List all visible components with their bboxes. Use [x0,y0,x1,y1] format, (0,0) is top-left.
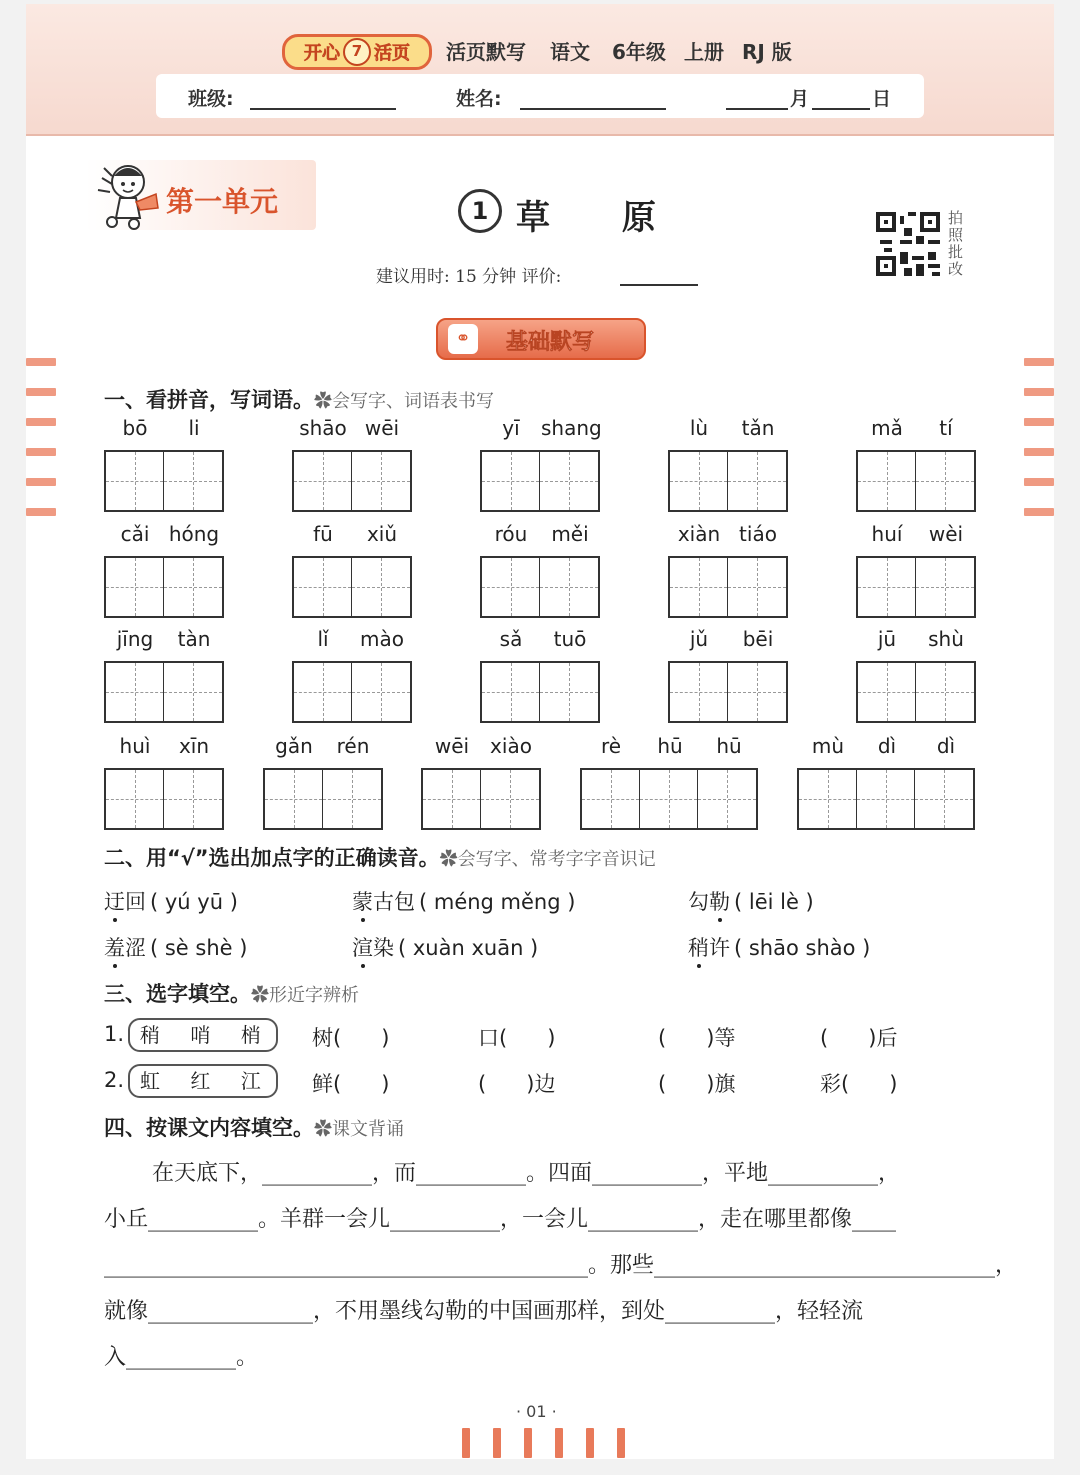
q4-tip: 课文背诵 [332,1119,404,1140]
grid-cell[interactable] [916,452,974,510]
name-field[interactable] [520,108,666,110]
pinyin-syllable: rén [336,734,370,758]
bottom-edge-bar [524,1428,532,1458]
reading-item [352,886,575,916]
word-suffix: 涩 [125,936,146,960]
suggested-time: 建议用时: 15 分钟 评价: [376,267,562,287]
writing-grid[interactable] [480,450,600,512]
magnifier-icon: ⚭ [448,324,478,354]
q1-tip: 会写字、词语表书写 [332,391,494,412]
pinyin-syllable: lǐ [317,627,329,651]
passage-line-4[interactable]: 就像_______________，不用墨线勾勒的中国画那样，到处__________，轻轻流 [104,1299,864,1324]
pinyin-syllable: xiào [490,734,532,758]
char-options-box: 稍 哨 梢 [128,1018,278,1052]
fill-blank[interactable]: ( )后 [820,1026,898,1050]
page-number: · 01 · [516,1402,557,1421]
grid-cell[interactable] [540,663,598,721]
pinyin-syllable: sǎ [499,627,523,651]
bottom-edge-bar [617,1428,625,1458]
name-label: 姓名: [456,88,502,110]
brand-text-b: 活页 [374,43,410,64]
subject-label: 语文 [550,40,590,64]
grid-cell[interactable] [728,558,786,616]
q2-tip: 会写字、常考字字音识记 [457,849,656,870]
writing-grid[interactable] [856,450,976,512]
reading-options[interactable]: ( shāo shào ) [734,936,871,960]
lesson-title: 草 原 [516,198,686,238]
pinyin-syllable: tǎn [741,416,775,440]
writing-grid[interactable] [104,450,224,512]
pinyin-syllable: hū [716,734,742,758]
grid-cell[interactable] [482,558,540,616]
pinyin-syllable: wēi [364,416,400,440]
pinyin-syllable: xiǔ [366,522,398,546]
grid-cell[interactable] [670,663,728,721]
pinyin-syllable: li [188,416,200,440]
grid-cell[interactable] [799,770,857,828]
mascot-icon [90,158,164,232]
dotted-character: 迂 [104,890,125,914]
class-label: 班级: [188,88,234,110]
fill-blank[interactable]: ( )旗 [658,1072,736,1096]
grid-cell[interactable] [294,663,352,721]
question-3-title: 三、选字填空。✿形近字辨析 [104,982,359,1006]
grade-label: 6年级 [612,40,666,64]
writing-grid[interactable] [480,661,600,723]
fill-blank[interactable]: 彩( ) [820,1072,898,1096]
grid-cell[interactable] [540,558,598,616]
month-field[interactable] [726,108,788,110]
lesson-number: 1 [458,189,502,233]
grid-cell[interactable] [294,558,352,616]
right-edge-bar [1024,508,1054,516]
grid-cell[interactable] [482,452,540,510]
right-edge-bar [1024,448,1054,456]
writing-grid[interactable] [292,450,412,512]
writing-grid[interactable] [292,661,412,723]
dotted-character: 羞 [104,936,125,960]
word-prefix: 勾 [688,890,709,914]
right-edge-bar [1024,388,1054,396]
grid-cell[interactable] [352,558,410,616]
pinyin-syllable: dì [936,734,956,758]
q3-tip: 形近字辨析 [269,985,359,1006]
rating-field[interactable] [620,284,698,286]
series-label: 活页默写 [446,40,526,64]
grid-cell[interactable] [670,452,728,510]
word-suffix: 回 [125,890,146,914]
grid-cell[interactable] [423,770,481,828]
left-edge-bar [26,388,56,396]
bottom-edge-bar [555,1428,563,1458]
grid-cell[interactable] [582,770,640,828]
pinyin-syllable: mù [811,734,845,758]
pinyin-syllable: xiàn [677,522,721,546]
left-edge-bar [26,358,56,366]
brand-text-a: 开心 [304,43,340,64]
pinyin-syllable: fū [313,522,333,546]
pinyin-syllable: jǔ [689,627,709,651]
reading-options[interactable]: ( lēi lè ) [734,890,814,914]
grid-cell[interactable] [698,770,756,828]
right-edge-bar [1024,418,1054,426]
reading-options[interactable]: ( yú yū ) [150,890,238,914]
right-edge-bar [1024,358,1054,366]
grid-cell[interactable] [728,663,786,721]
reading-item [688,932,870,962]
grid-cell[interactable] [352,452,410,510]
month-label: 月 [790,88,810,110]
reading-item [688,886,814,916]
pinyin-syllable: gǎn [275,734,313,758]
pinyin-syllable: xīn [178,734,210,758]
pinyin-syllable: mào [360,627,404,651]
q1-title-text: 一、看拼音，写词语。 [104,388,314,412]
q4-title-text: 四、按课文内容填空。 [104,1116,314,1140]
pinyin-syllable: hóng [168,522,220,546]
writing-grid[interactable] [104,661,224,723]
question-4-title: 四、按课文内容填空。✿课文背诵 [104,1116,404,1140]
grid-cell[interactable] [164,558,222,616]
pinyin-syllable: lù [689,416,709,440]
unit-title: 第一单元 [166,185,279,218]
writing-grid[interactable] [480,556,600,618]
row-number: 1. [104,1022,125,1046]
dotted-character: 蒙 [352,890,373,914]
grid-cell[interactable] [164,663,222,721]
row-number: 2. [104,1068,125,1092]
reading-options[interactable]: ( méng měng ) [419,890,576,914]
grid-cell[interactable] [858,558,916,616]
writing-grid[interactable] [104,556,224,618]
passage-line-2[interactable]: 小丘__________。羊群一会儿__________，一会儿__________，走在哪里都像____ [104,1207,897,1232]
passage-line-3[interactable]: ____________________________________________。那些_______________________________， [104,1253,1018,1278]
worksheet-page [26,4,1054,1459]
grid-cell[interactable] [106,663,164,721]
bottom-edge-bar [586,1428,594,1458]
pinyin-syllable: tuō [553,627,587,651]
pinyin-syllable: wèi [928,522,964,546]
char-options-box: 虹 红 江 [128,1064,278,1098]
edition-label: RJ 版 [742,40,792,64]
reading-options[interactable]: ( sè shè ) [150,936,248,960]
pinyin-syllable: huí [871,522,903,546]
pinyin-syllable: dì [877,734,897,758]
section-label: 基础默写 [506,330,595,355]
left-edge-bar [26,508,56,516]
pinyin-syllable: bō [122,416,148,440]
grid-cell[interactable] [164,452,222,510]
reading-item [104,932,247,962]
dotted-character: 勒 [709,890,730,914]
pinyin-syllable: bēi [742,627,774,651]
writing-grid[interactable] [668,556,788,618]
section-basic-dictation [436,318,646,360]
grid-cell[interactable] [106,558,164,616]
left-edge-bar [26,448,56,456]
grid-cell[interactable] [164,770,222,828]
dotted-character: 稍 [688,936,709,960]
brand-number-badge: 7 [343,38,371,66]
pinyin-syllable: shāo [299,416,347,440]
grid-cell[interactable] [481,770,539,828]
writing-grid[interactable] [292,556,412,618]
pinyin-syllable: tiáo [739,522,777,546]
pinyin-syllable: yī [502,416,520,440]
writing-grid[interactable] [797,768,975,830]
writing-grid[interactable] [263,768,383,830]
writing-grid[interactable] [421,768,541,830]
grid-cell[interactable] [352,663,410,721]
question-1-title: 一、看拼音，写词语。✿会写字、词语表书写 [104,388,494,412]
pinyin-syllable: róu [494,522,528,546]
pinyin-syllable: mǎ [871,416,903,440]
fill-blank[interactable]: ( )等 [658,1026,736,1050]
grid-cell[interactable] [858,663,916,721]
grid-cell[interactable] [640,770,698,828]
pinyin-syllable: tàn [177,627,211,651]
pinyin-syllable: wēi [434,734,470,758]
left-edge-bar [26,418,56,426]
pinyin-syllable: jīng [116,627,154,651]
reading-options[interactable]: ( xuàn xuān ) [398,936,539,960]
bottom-edge-bar [493,1428,501,1458]
grid-cell[interactable] [265,770,323,828]
writing-grid[interactable] [856,661,976,723]
pinyin-syllable: rè [600,734,622,758]
fill-blank[interactable]: 树( ) [312,1026,390,1050]
grid-cell[interactable] [294,452,352,510]
writing-grid[interactable] [104,768,224,830]
pinyin-syllable: shù [928,627,964,651]
bottom-edge-bar [462,1428,470,1458]
passage-line-1[interactable]: 在天底下，__________，而__________。四面__________，平地__________， [152,1161,901,1186]
day-label: 日 [872,88,892,110]
brand-logo [282,34,432,70]
grid-cell[interactable] [728,452,786,510]
question-2-title: 二、用“√”选出加点字的正确读音。✿会写字、常考字字音识记 [104,846,656,870]
grid-cell[interactable] [858,452,916,510]
pinyin-syllable: cǎi [120,522,150,546]
grid-cell[interactable] [915,770,973,828]
grid-cell[interactable] [106,770,164,828]
photo-grading-label: 拍照批改 [948,209,964,278]
grid-cell[interactable] [670,558,728,616]
grid-cell[interactable] [106,452,164,510]
dotted-character: 渲 [352,936,373,960]
word-suffix: 染 [373,936,394,960]
fill-blank[interactable]: ( )边 [478,1072,556,1096]
reading-item [104,886,238,916]
writing-grid[interactable] [580,768,758,830]
term-label: 上册 [684,40,724,64]
qr-code-icon[interactable] [876,212,940,276]
grid-cell[interactable] [323,770,381,828]
right-edge-bar [1024,478,1054,486]
pinyin-syllable: měi [551,522,589,546]
pinyin-syllable: jū [877,627,897,651]
fill-blank[interactable]: 鲜( ) [312,1072,390,1096]
pinyin-syllable: huì [119,734,151,758]
fill-blank[interactable]: 口( ) [478,1026,556,1050]
pinyin-syllable: shang [541,416,602,440]
left-edge-bar [26,478,56,486]
grid-cell[interactable] [916,663,974,721]
day-field[interactable] [812,108,870,110]
q3-title-text: 三、选字填空。 [104,982,251,1006]
passage-line-5[interactable]: 入__________。 [104,1345,259,1370]
writing-grid[interactable] [668,661,788,723]
writing-grid[interactable] [856,556,976,618]
class-field[interactable] [250,108,396,110]
pinyin-syllable: tí [939,416,953,440]
grid-cell[interactable] [482,663,540,721]
word-suffix: 古包 [373,890,415,914]
grid-cell[interactable] [916,558,974,616]
grid-cell[interactable] [857,770,915,828]
word-suffix: 许 [709,936,730,960]
reading-item [352,932,538,962]
writing-grid[interactable] [668,450,788,512]
pinyin-syllable: hū [657,734,683,758]
q2-title-text: 二、用“√”选出加点字的正确读音。 [104,846,440,870]
grid-cell[interactable] [540,452,598,510]
